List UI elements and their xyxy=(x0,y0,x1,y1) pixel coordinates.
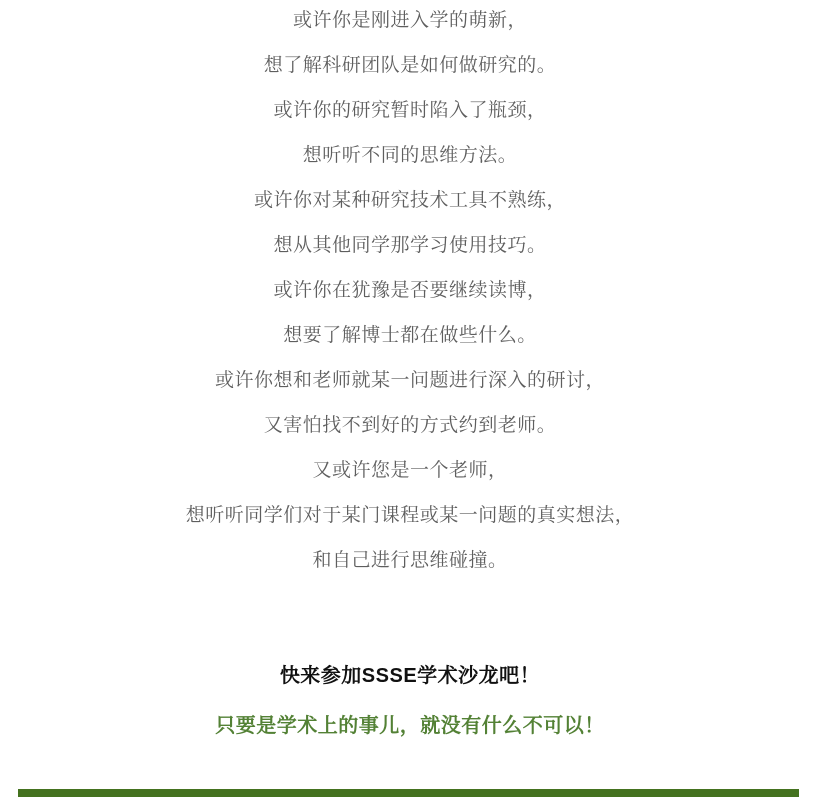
article-line: 或许你对某种研究技术工具不熟练， xyxy=(253,190,566,211)
slogan-text: 只要是学术上的事儿，就没有什么不可以！ xyxy=(215,715,605,737)
article-line: 或许你想和老师就某一问题进行深入的研讨， xyxy=(214,370,605,391)
article-line: 又或许您是一个老师， xyxy=(312,460,508,481)
article-line: 或许你在犹豫是否要继续读博， xyxy=(273,280,547,301)
article-line: 和自己进行思维碰撞。 xyxy=(312,550,508,571)
bottom-green-bar xyxy=(18,789,799,797)
article-line: 想了解科研团队是如何做研究的。 xyxy=(263,55,557,76)
article-line: 想听听同学们对于某门课程或某一问题的真实想法， xyxy=(185,505,635,526)
section-spacer xyxy=(0,593,820,663)
article-line: 或许你是刚进入学的萌新， xyxy=(292,10,527,31)
article-line: 想从其他同学那学习使用技巧。 xyxy=(273,235,547,256)
call-to-action-text: 快来参加SSSE学术沙龙吧！ xyxy=(279,665,541,687)
article-line: 想要了解博士都在做些什么。 xyxy=(283,325,537,346)
article-line: 或许你的研究暂时陷入了瓶颈， xyxy=(273,100,547,121)
article-line: 又害怕找不到好的方式约到老师。 xyxy=(263,415,557,436)
article-line: 想听听不同的思维方法。 xyxy=(302,145,518,166)
